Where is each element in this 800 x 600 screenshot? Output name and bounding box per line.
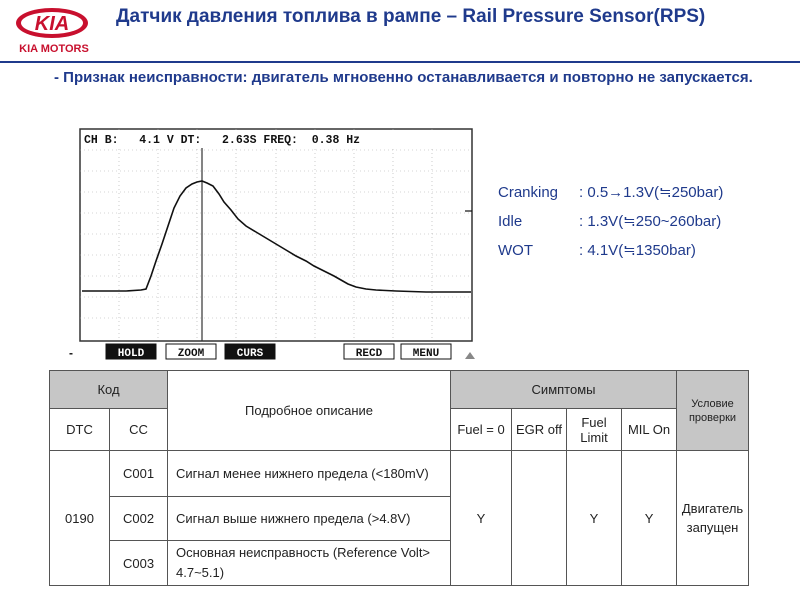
symptom-fuel-limit-header: Fuel Limit [567, 409, 622, 451]
kia-motors-wordmark: KIA MOTORS [19, 43, 89, 55]
reading-label: Cranking [498, 184, 559, 201]
softkey-label: MENU [412, 348, 440, 360]
symptoms-header: Симптомы [451, 371, 677, 409]
fault-symptom-text: - Признак неисправности: двигатель мгновенно останавливается и повторно не запускается. [54, 69, 753, 86]
dtc-code: 0190 [50, 451, 110, 586]
mark-mil-on: Y [622, 451, 677, 586]
fault-description: Сигнал менее нижнего предела (<180mV) [168, 451, 451, 497]
reading-cranking [498, 178, 788, 207]
check-condition: Двигатель запущен [677, 451, 749, 586]
scope-softkey-hold[interactable] [106, 344, 156, 360]
reading-idle [498, 207, 788, 236]
symptom-mil-on-header: MIL On [622, 409, 677, 451]
scope-softkey-zoom[interactable] [166, 344, 216, 360]
reading-label: WOT [498, 242, 533, 259]
reading-label: Idle [498, 213, 523, 230]
dtc-header: DTC [50, 409, 110, 451]
pressure-readings [498, 178, 788, 265]
condition-header: Условие проверки [677, 371, 749, 451]
reading-value: : 1.3V(≒250~260bar) [579, 213, 722, 230]
table-row [50, 451, 749, 497]
description-header: Подробное описание [168, 371, 451, 451]
fault-description: Основная неисправность (Reference Volt> 4.7~5.1) [168, 541, 451, 586]
cc-code: C002 [110, 497, 168, 541]
page-title: Датчик давления топлива в рампе – Rail Pressure Sensor(RPS) [116, 6, 706, 27]
symptom-fuel-zero-header: Fuel = 0 [451, 409, 512, 451]
kia-logo-text: KIA [34, 13, 70, 35]
oscilloscope-screenshot [66, 126, 476, 364]
reading-value: : 4.1V(≒1350bar) [579, 242, 696, 259]
symptom-egr-off-header: EGR off [512, 409, 567, 451]
cc-header: CC [110, 409, 168, 451]
scope-dash: - [69, 346, 73, 360]
scope-softkey-menu[interactable] [401, 344, 451, 360]
scroll-up-arrow-icon [465, 352, 475, 359]
reading-wot [498, 236, 788, 265]
mark-egr-off [512, 451, 567, 586]
scope-softkey-curs[interactable] [225, 344, 275, 360]
mark-fuel-limit: Y [567, 451, 622, 586]
softkey-label: RECD [355, 348, 383, 360]
scope-softkey-recd[interactable] [344, 344, 394, 360]
reading-value: : 0.5→1.3V(≒250bar) [579, 184, 724, 201]
dtc-table [49, 370, 749, 586]
softkey-label: ZOOM [177, 348, 205, 360]
cc-code: C003 [110, 541, 168, 586]
cc-code: C001 [110, 451, 168, 497]
scope-readout: CH B: 4.1 V DT: 2.63S FREQ: 0.38 Hz [84, 134, 361, 147]
softkey-label: CURS [236, 348, 264, 360]
softkey-label: HOLD [117, 348, 145, 360]
kia-motors-logo [8, 6, 100, 58]
fault-description: Сигнал выше нижнего предела (>4.8V) [168, 497, 451, 541]
mark-fuel-zero: Y [451, 451, 512, 586]
code-header: Код [50, 371, 168, 409]
